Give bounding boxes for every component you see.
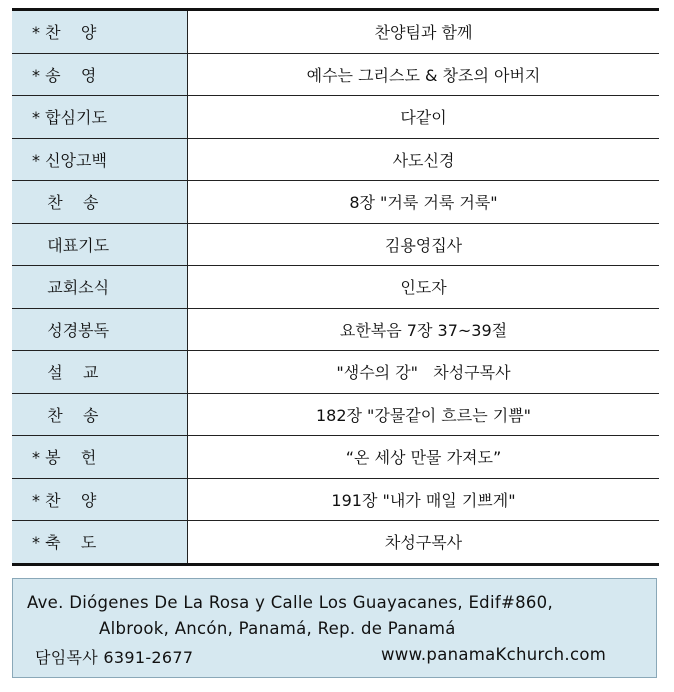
order-item-content: “온 세상 만물 가져도” (188, 436, 660, 479)
table-row (12, 266, 659, 309)
table-row (12, 10, 659, 54)
order-item-label: * 축 도 (12, 521, 188, 565)
table-row (12, 521, 659, 565)
order-item-label: * 합심기도 (12, 96, 188, 139)
order-item-content: 다같이 (188, 96, 660, 139)
order-item-content: "생수의 강" 차성구목사 (188, 351, 660, 394)
table-row (12, 351, 659, 394)
order-item-content: 사도신경 (188, 138, 660, 181)
pastor-phone: 담임목사 6391-2677 (35, 648, 194, 667)
order-item-content: 찬양팀과 함께 (188, 10, 660, 54)
order-item-label: * 봉 헌 (12, 436, 188, 479)
order-item-content: 182장 "강물같이 흐르는 기쁨" (188, 393, 660, 436)
table-row (12, 393, 659, 436)
order-item-content: 인도자 (188, 266, 660, 309)
order-item-label: 찬 송 (12, 181, 188, 224)
order-item-content: 8장 "거룩 거룩 거룩" (188, 181, 660, 224)
table-row (12, 181, 659, 224)
order-item-label: 설 교 (12, 351, 188, 394)
order-item-label: * 찬 양 (12, 478, 188, 521)
order-item-label: 성경봉독 (12, 308, 188, 351)
order-item-label: 찬 송 (12, 393, 188, 436)
order-item-content: 191장 "내가 매일 기쁘게" (188, 478, 660, 521)
table-row (12, 308, 659, 351)
church-info-footer (12, 578, 657, 678)
order-item-content: 요한복음 7장 37~39절 (188, 308, 660, 351)
order-item-label: * 찬 양 (12, 10, 188, 54)
website-link[interactable]: www.panamaKchurch.com (381, 645, 607, 664)
order-item-label: 교회소식 (12, 266, 188, 309)
table-row (12, 478, 659, 521)
table-row (12, 436, 659, 479)
order-item-content: 김용영집사 (188, 223, 660, 266)
order-item-label: 대표기도 (12, 223, 188, 266)
address-line-2: Albrook, Ancón, Panamá, Rep. de Panamá (99, 619, 456, 638)
worship-order-table (12, 8, 659, 566)
table-row (12, 96, 659, 139)
order-item-label: * 신앙고백 (12, 138, 188, 181)
table-row (12, 138, 659, 181)
table-row (12, 53, 659, 96)
table-row (12, 223, 659, 266)
order-item-content: 예수는 그리스도 & 창조의 아버지 (188, 53, 660, 96)
order-item-content: 차성구목사 (384, 533, 463, 553)
address-line-1: Ave. Diógenes De La Rosa y Calle Los Guayacanes, Edif#860, (27, 593, 554, 612)
order-item-label: * 송 영 (12, 53, 188, 96)
